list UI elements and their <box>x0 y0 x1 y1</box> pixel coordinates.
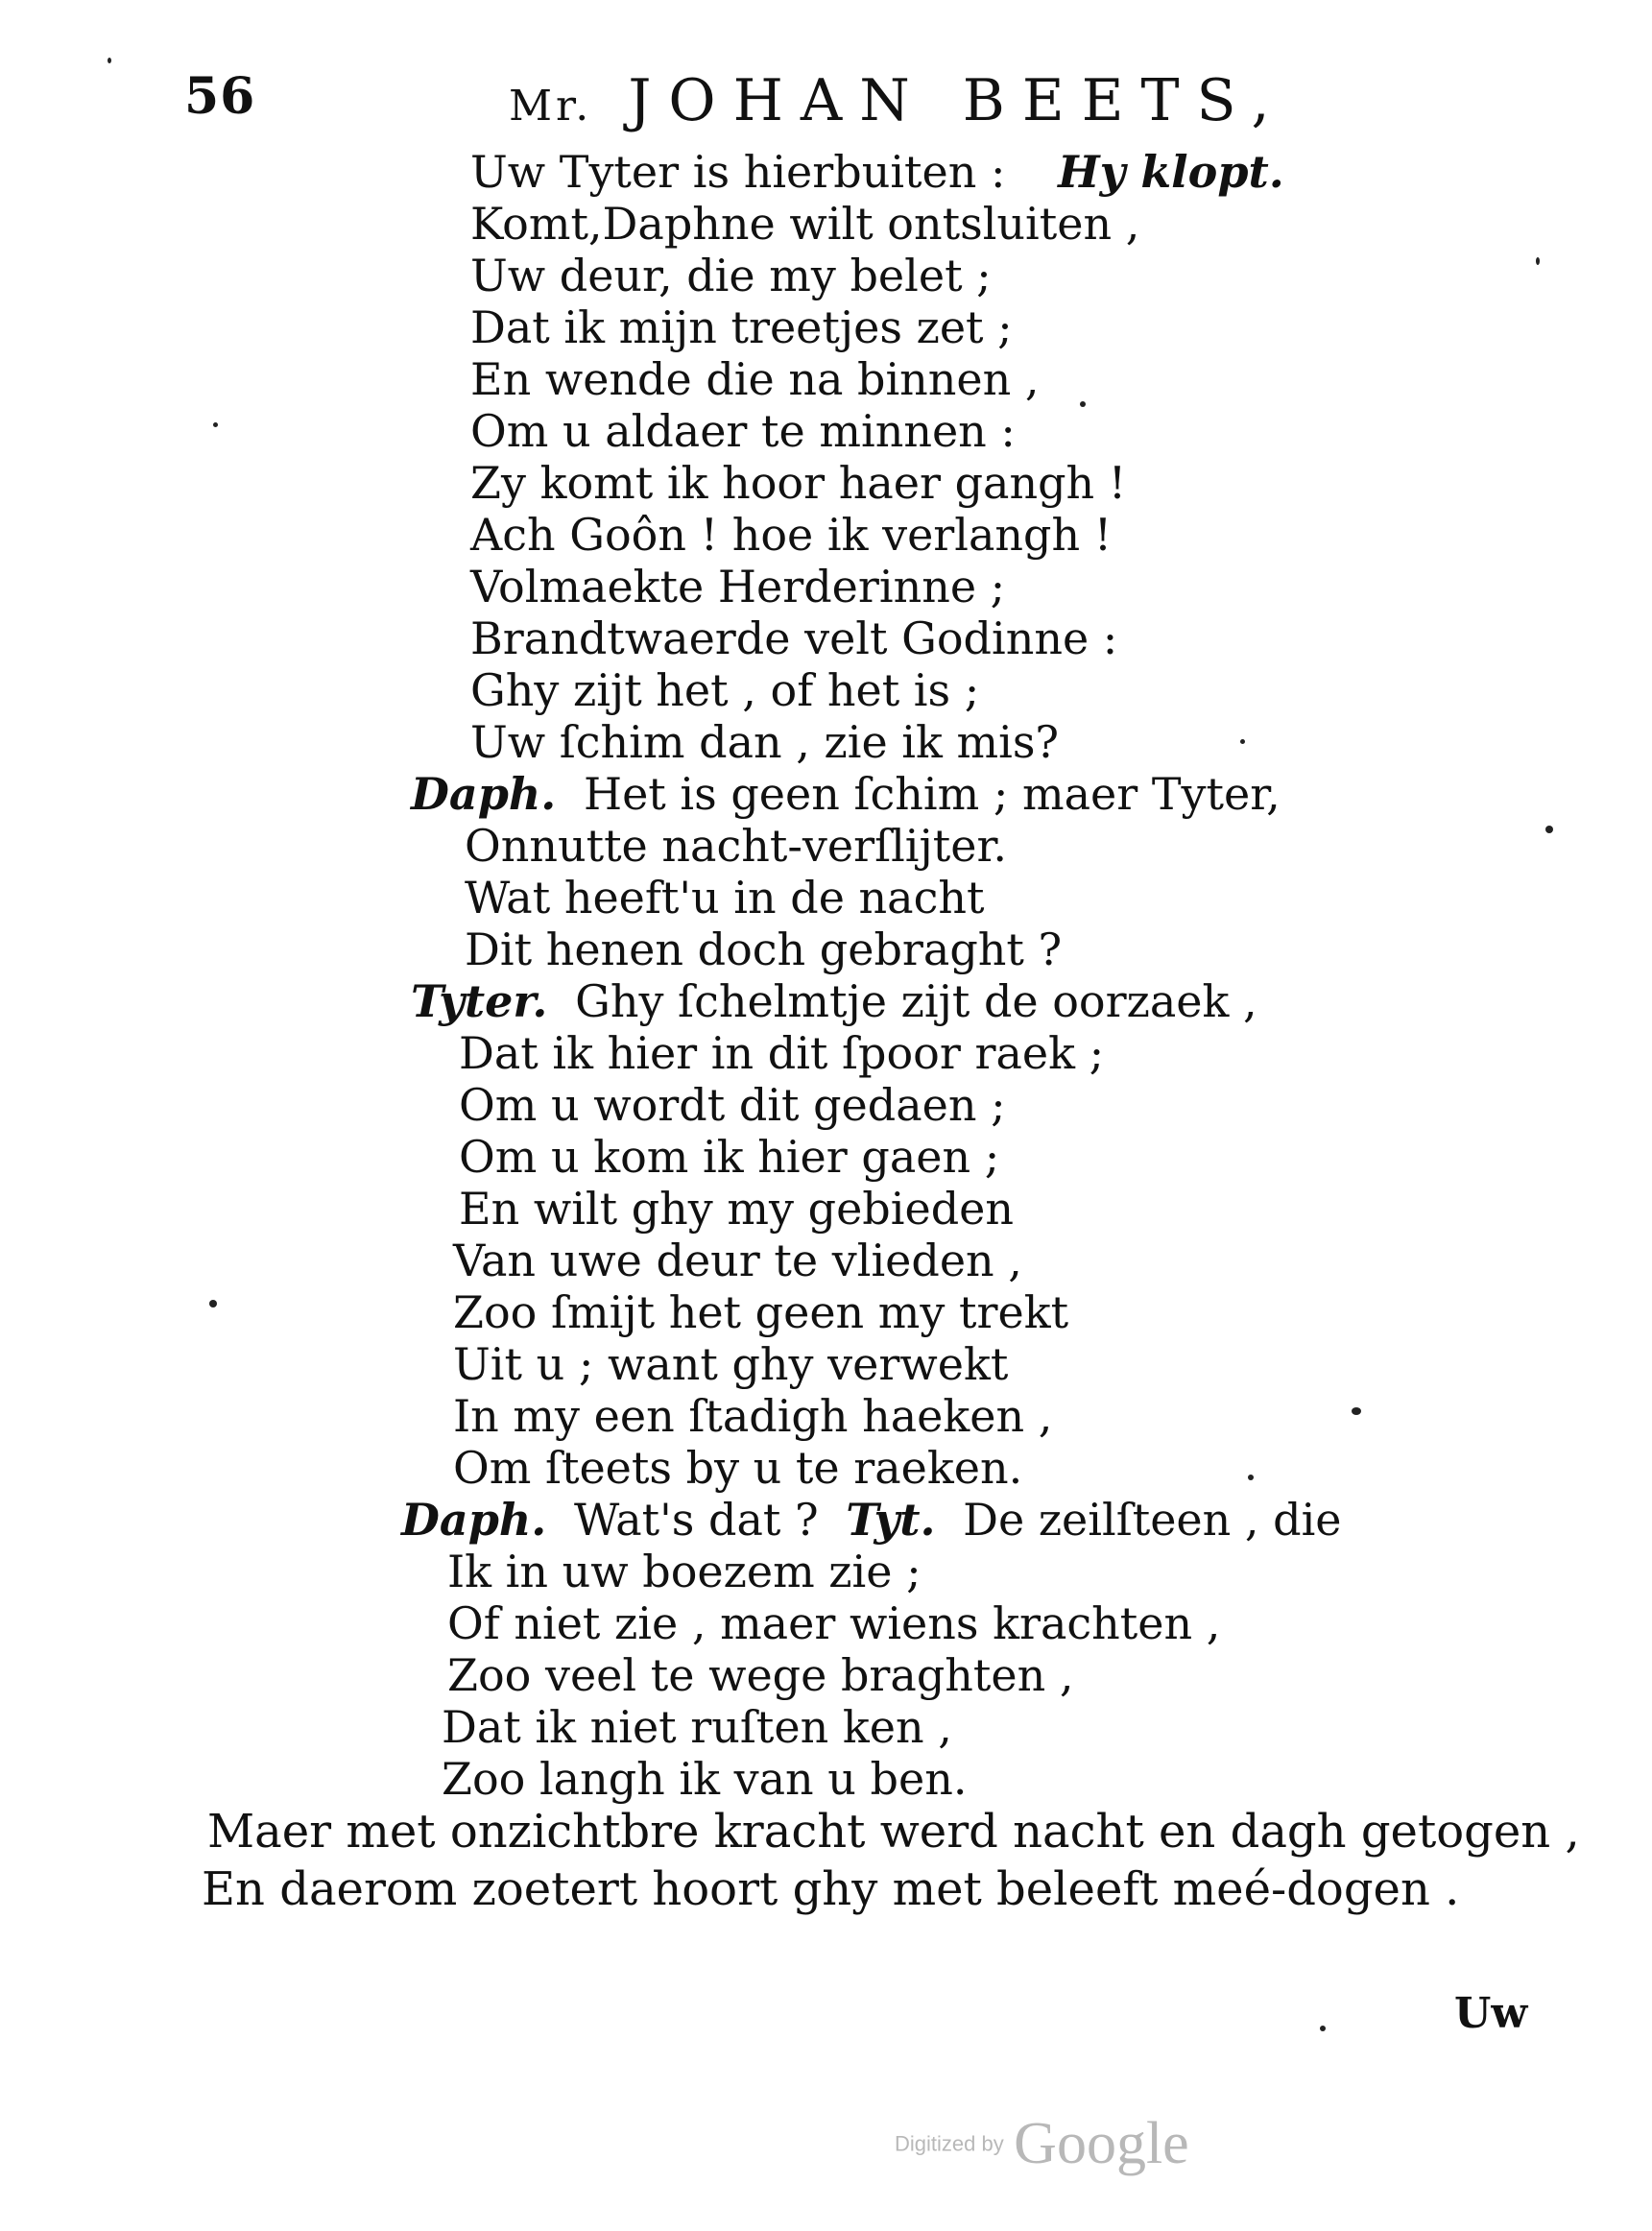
verse-line <box>470 457 1126 509</box>
verse-text: Om ſteets by u te raeken. <box>453 1442 1023 1494</box>
verse-text: Het is geen ſchim ; maer Tyter, <box>583 768 1281 820</box>
print-speck <box>1080 401 1086 407</box>
verse-text: Of niet zie , maer wiens krachten , <box>447 1597 1221 1649</box>
verse-text: Ghy ſchelmtje zijt de oorzaek , <box>575 975 1257 1027</box>
print-speck <box>213 422 218 427</box>
verse-line <box>442 1753 967 1805</box>
print-speck <box>1240 739 1245 744</box>
verse-line <box>459 1079 1006 1131</box>
verse-text: Ghy zijt het , of het is ; <box>470 664 980 716</box>
verse-text: Van uwe deur te vlieden , <box>453 1235 1022 1286</box>
speaker-label: Tyter. <box>411 975 548 1027</box>
watermark-text: Digitized by <box>895 2131 1004 2156</box>
closing-line: En daerom zoetert hoort ghy met beleeft meé-dogen . <box>202 1862 1460 1916</box>
verse-line <box>470 198 1139 250</box>
verse-text: Uw Tyter is hierbuiten : <box>470 146 1006 198</box>
verse-text: Zoo langh ik van u ben. <box>442 1753 968 1805</box>
verse-text: Volmaekte Herderinne ; <box>470 561 1006 612</box>
verse-text: Zy komt ik hoor haer gangh ! <box>470 457 1127 509</box>
verse-text: Om u kom ik hier gaen ; <box>459 1131 1000 1183</box>
google-logo: Google <box>1014 2111 1189 2176</box>
verse-line <box>447 1597 1220 1649</box>
print-speck <box>1536 257 1540 265</box>
verse-line <box>411 768 1281 820</box>
speaker-label: Daph. <box>401 1494 547 1546</box>
digitized-watermark <box>895 2110 1189 2178</box>
speaker-label: Tyt. <box>846 1494 936 1546</box>
verse-line <box>470 250 992 301</box>
page-number: 56 <box>184 67 256 126</box>
verse-text: Dat ik niet ruſten ken , <box>442 1701 952 1753</box>
verse-line <box>470 353 1040 405</box>
verse-text: Om u aldaer te minnen : <box>470 405 1016 457</box>
verse-line <box>470 509 1112 561</box>
verse-line <box>465 820 1007 872</box>
verse-line <box>459 1131 999 1183</box>
verse-text: Om u wordt dit gedaen ; <box>459 1079 1006 1131</box>
print-speck <box>209 1300 217 1307</box>
verse-text: Ik in uw boezem zie ; <box>447 1546 922 1597</box>
verse-line <box>459 1183 1014 1235</box>
verse-line <box>470 146 1284 198</box>
verse-text: Uw ſchim dan , zie ik mis? <box>470 716 1060 768</box>
verse-text: Zoo ſmijt het geen my trekt <box>453 1286 1069 1338</box>
print-speck <box>1248 1475 1254 1480</box>
print-speck <box>1320 2026 1326 2031</box>
verse-line <box>470 561 1005 612</box>
speaker-label: Daph. <box>411 768 557 820</box>
verse-line <box>453 1235 1022 1286</box>
verse-line <box>459 1027 1104 1079</box>
verse-line <box>470 405 1016 457</box>
verse-line <box>453 1390 1052 1442</box>
verse-line <box>447 1546 922 1597</box>
verse-text: In my een ſtadigh haeken , <box>453 1390 1053 1442</box>
verse-text: Brandtwaerde velt Godinne : <box>470 612 1118 664</box>
verse-line <box>411 975 1257 1027</box>
catchword: Uw <box>1454 1989 1528 2038</box>
verse-line <box>470 664 979 716</box>
verse-text: Uit u ; want ghy verwekt <box>453 1338 1009 1390</box>
verse-text: Uw deur, die my belet ; <box>470 250 992 301</box>
verse-line <box>470 716 1059 768</box>
print-speck <box>1545 826 1553 833</box>
verse-line <box>401 1494 1342 1546</box>
verse-text: Dat ik hier in dit ſpoor raek ; <box>459 1027 1105 1079</box>
verse-line <box>447 1649 1073 1701</box>
verse-line <box>453 1286 1068 1338</box>
verse-line <box>470 301 1013 353</box>
verse-text: Ach Goôn ! hoe ik verlangh ! <box>470 509 1113 561</box>
verse-text: Zoo veel te wege braghten , <box>447 1649 1074 1701</box>
verse-line <box>470 612 1117 664</box>
running-head <box>509 67 1287 134</box>
stage-direction: Hy klopt. <box>1058 146 1284 198</box>
verse-text: De zeilſteen , die <box>963 1494 1342 1546</box>
print-speck <box>108 58 111 63</box>
verse-text: Onnutte nacht-verſlijter. <box>465 820 1008 872</box>
print-speck <box>1352 1407 1361 1415</box>
verse-line <box>465 872 984 924</box>
verse-line <box>465 924 1062 975</box>
verse-line <box>442 1701 952 1753</box>
verse-text: En wende die na binnen , <box>470 353 1040 405</box>
verse-text: Komt,Daphne wilt ontsluiten , <box>470 198 1140 250</box>
verse-text: Wat heeft'u in de nacht <box>465 872 985 924</box>
verse-text: Wat's dat ? <box>573 1494 819 1546</box>
verse-line <box>453 1338 1008 1390</box>
closing-line: Maer met onzichtbre kracht werd nacht en dagh getogen , <box>207 1805 1580 1859</box>
verse-text: En wilt ghy my gebieden <box>459 1183 1014 1235</box>
running-head-prefix: Mr. <box>509 82 593 131</box>
running-head-title: JOHAN BEETS, <box>628 67 1287 134</box>
verse-line <box>453 1442 1022 1494</box>
verse-text: Dat ik mijn treetjes zet ; <box>470 301 1013 353</box>
verse-text: Dit henen doch gebraght ? <box>465 924 1063 975</box>
